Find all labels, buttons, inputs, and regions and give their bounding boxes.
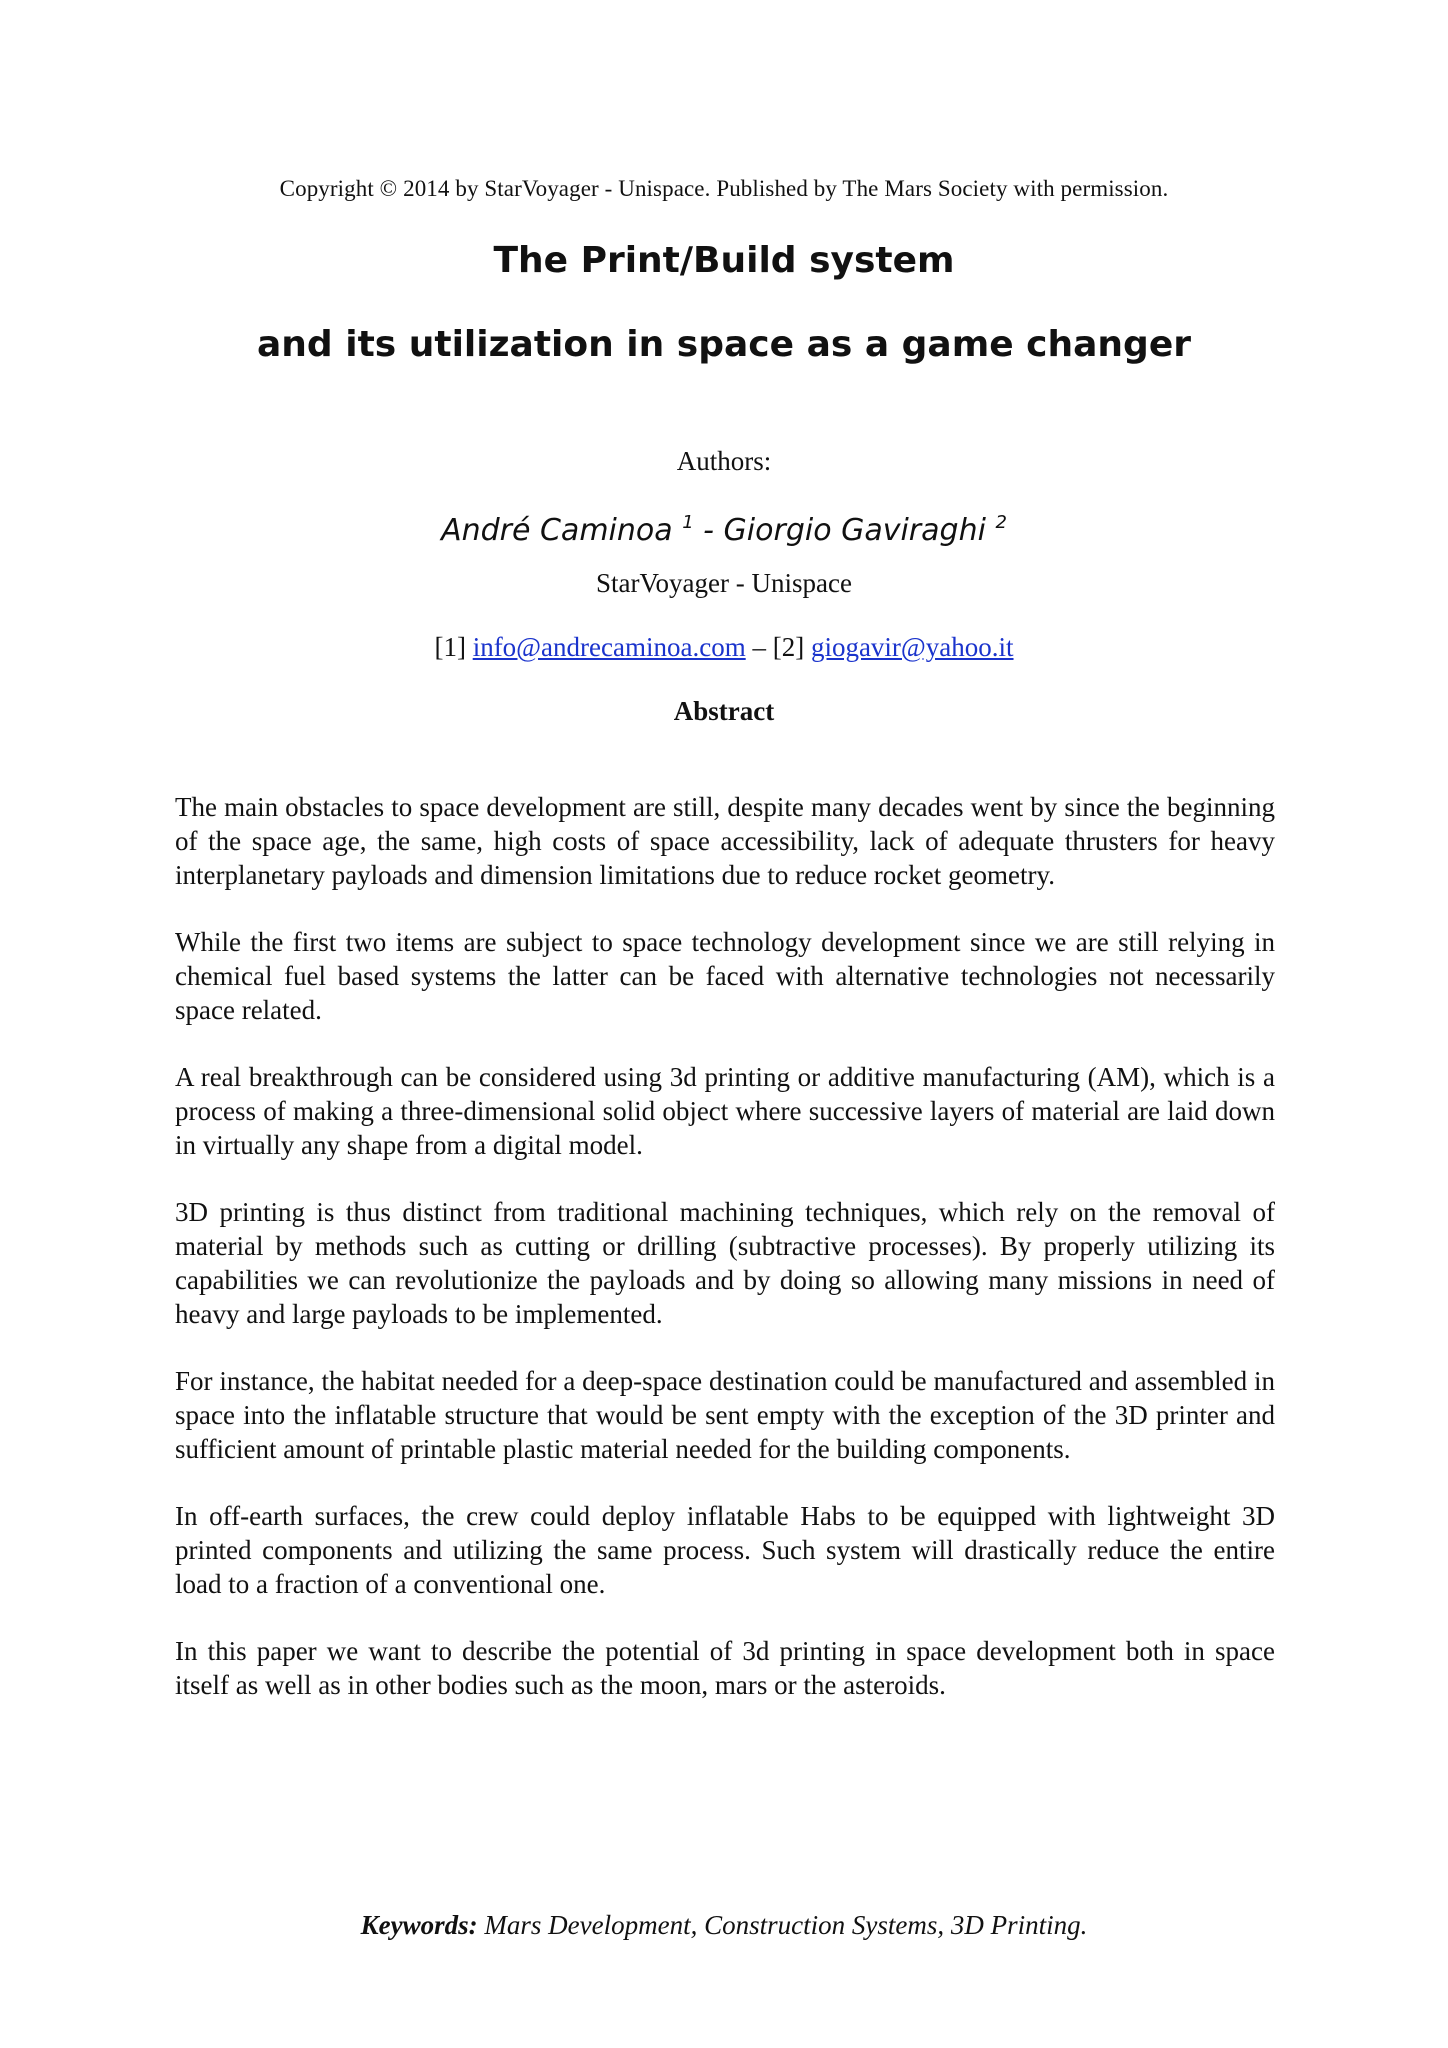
author-emails xyxy=(0,632,1448,663)
abstract-paragraph: 3D printing is thus distinct from traditional machining techniques, which rely on the removal of material by methods such as cutting or drilling (subtractive processes). By properly utilizing its capabilities we can revolutionize the payloads and by doing so allowing many missions in need of heavy and large payloads to be implemented. xyxy=(175,1197,1275,1329)
abstract-paragraph: The main obstacles to space development are still, despite many decades went by since the beginning of the space age, the same, high costs of space accessibility, lack of adequate thrusters for heavy interplanetary payloads and dimension limitations due to reduce rocket geometry. xyxy=(175,792,1275,890)
keywords-text: Mars Development, Construction Systems, 3D Printing. xyxy=(477,1910,1088,1940)
abstract-paragraph: While the first two items are subject to space technology development since we are still relying in chemical fuel based systems the latter can be faced with alternative technologies not necessarily space related. xyxy=(175,927,1275,1025)
author-2-mark: 2 xyxy=(995,512,1007,533)
authors-label: Authors: xyxy=(676,446,772,476)
author-1-mark: 1 xyxy=(682,512,694,533)
author-separator: - xyxy=(693,513,724,548)
abstract-paragraph: In this paper we want to describe the potential of 3d printing in space development both in space itself as well as in other bodies such as the moon, mars or the asteroids. xyxy=(175,1636,1275,1700)
email-1-link[interactable]: info@andrecaminoa.com xyxy=(472,632,746,662)
paper-title-line-2: and its utilization in space as a game changer xyxy=(257,324,1191,365)
author-names xyxy=(0,512,1448,548)
keywords-label: Keywords: xyxy=(360,1910,478,1940)
abstract-heading: Abstract xyxy=(673,696,775,726)
email-2-link[interactable]: giogavir@yahoo.it xyxy=(810,632,1014,662)
affiliation: StarVoyager - Unispace xyxy=(596,568,852,598)
abstract-paragraph: For instance, the habitat needed for a deep-space destination could be manufactured and assembled in space into the inflatable structure that would be sent empty with the exception of the 3D printer and sufficient amount of printable plastic material needed for the building components. xyxy=(175,1366,1275,1464)
abstract-paragraph: A real breakthrough can be considered using 3d printing or additive manufacturing (AM), which is a process of making a three-dimensional solid object where successive layers of material are laid down in virtually any shape from a digital model. xyxy=(175,1062,1275,1160)
email-separator: – [2] xyxy=(745,632,811,662)
author-1-name: André Caminoa xyxy=(441,513,673,548)
author-2-name: Giorgio Gaviraghi xyxy=(723,513,986,548)
abstract-paragraph: In off-earth surfaces, the crew could deploy inflatable Habs to be equipped with lightweight 3D printed components and utilizing the same process. Such system will drastically reduce the entire load to a fraction of a conventional one. xyxy=(175,1501,1275,1599)
email-1-prefix: [1] xyxy=(434,632,473,662)
keywords-line xyxy=(0,1910,1448,1941)
paper-title-line-1: The Print/Build system xyxy=(493,240,955,281)
abstract-body xyxy=(175,790,1275,1735)
copyright-notice: Copyright © 2014 by StarVoyager - Unispace. Published by The Mars Society with permission. xyxy=(279,176,1169,201)
